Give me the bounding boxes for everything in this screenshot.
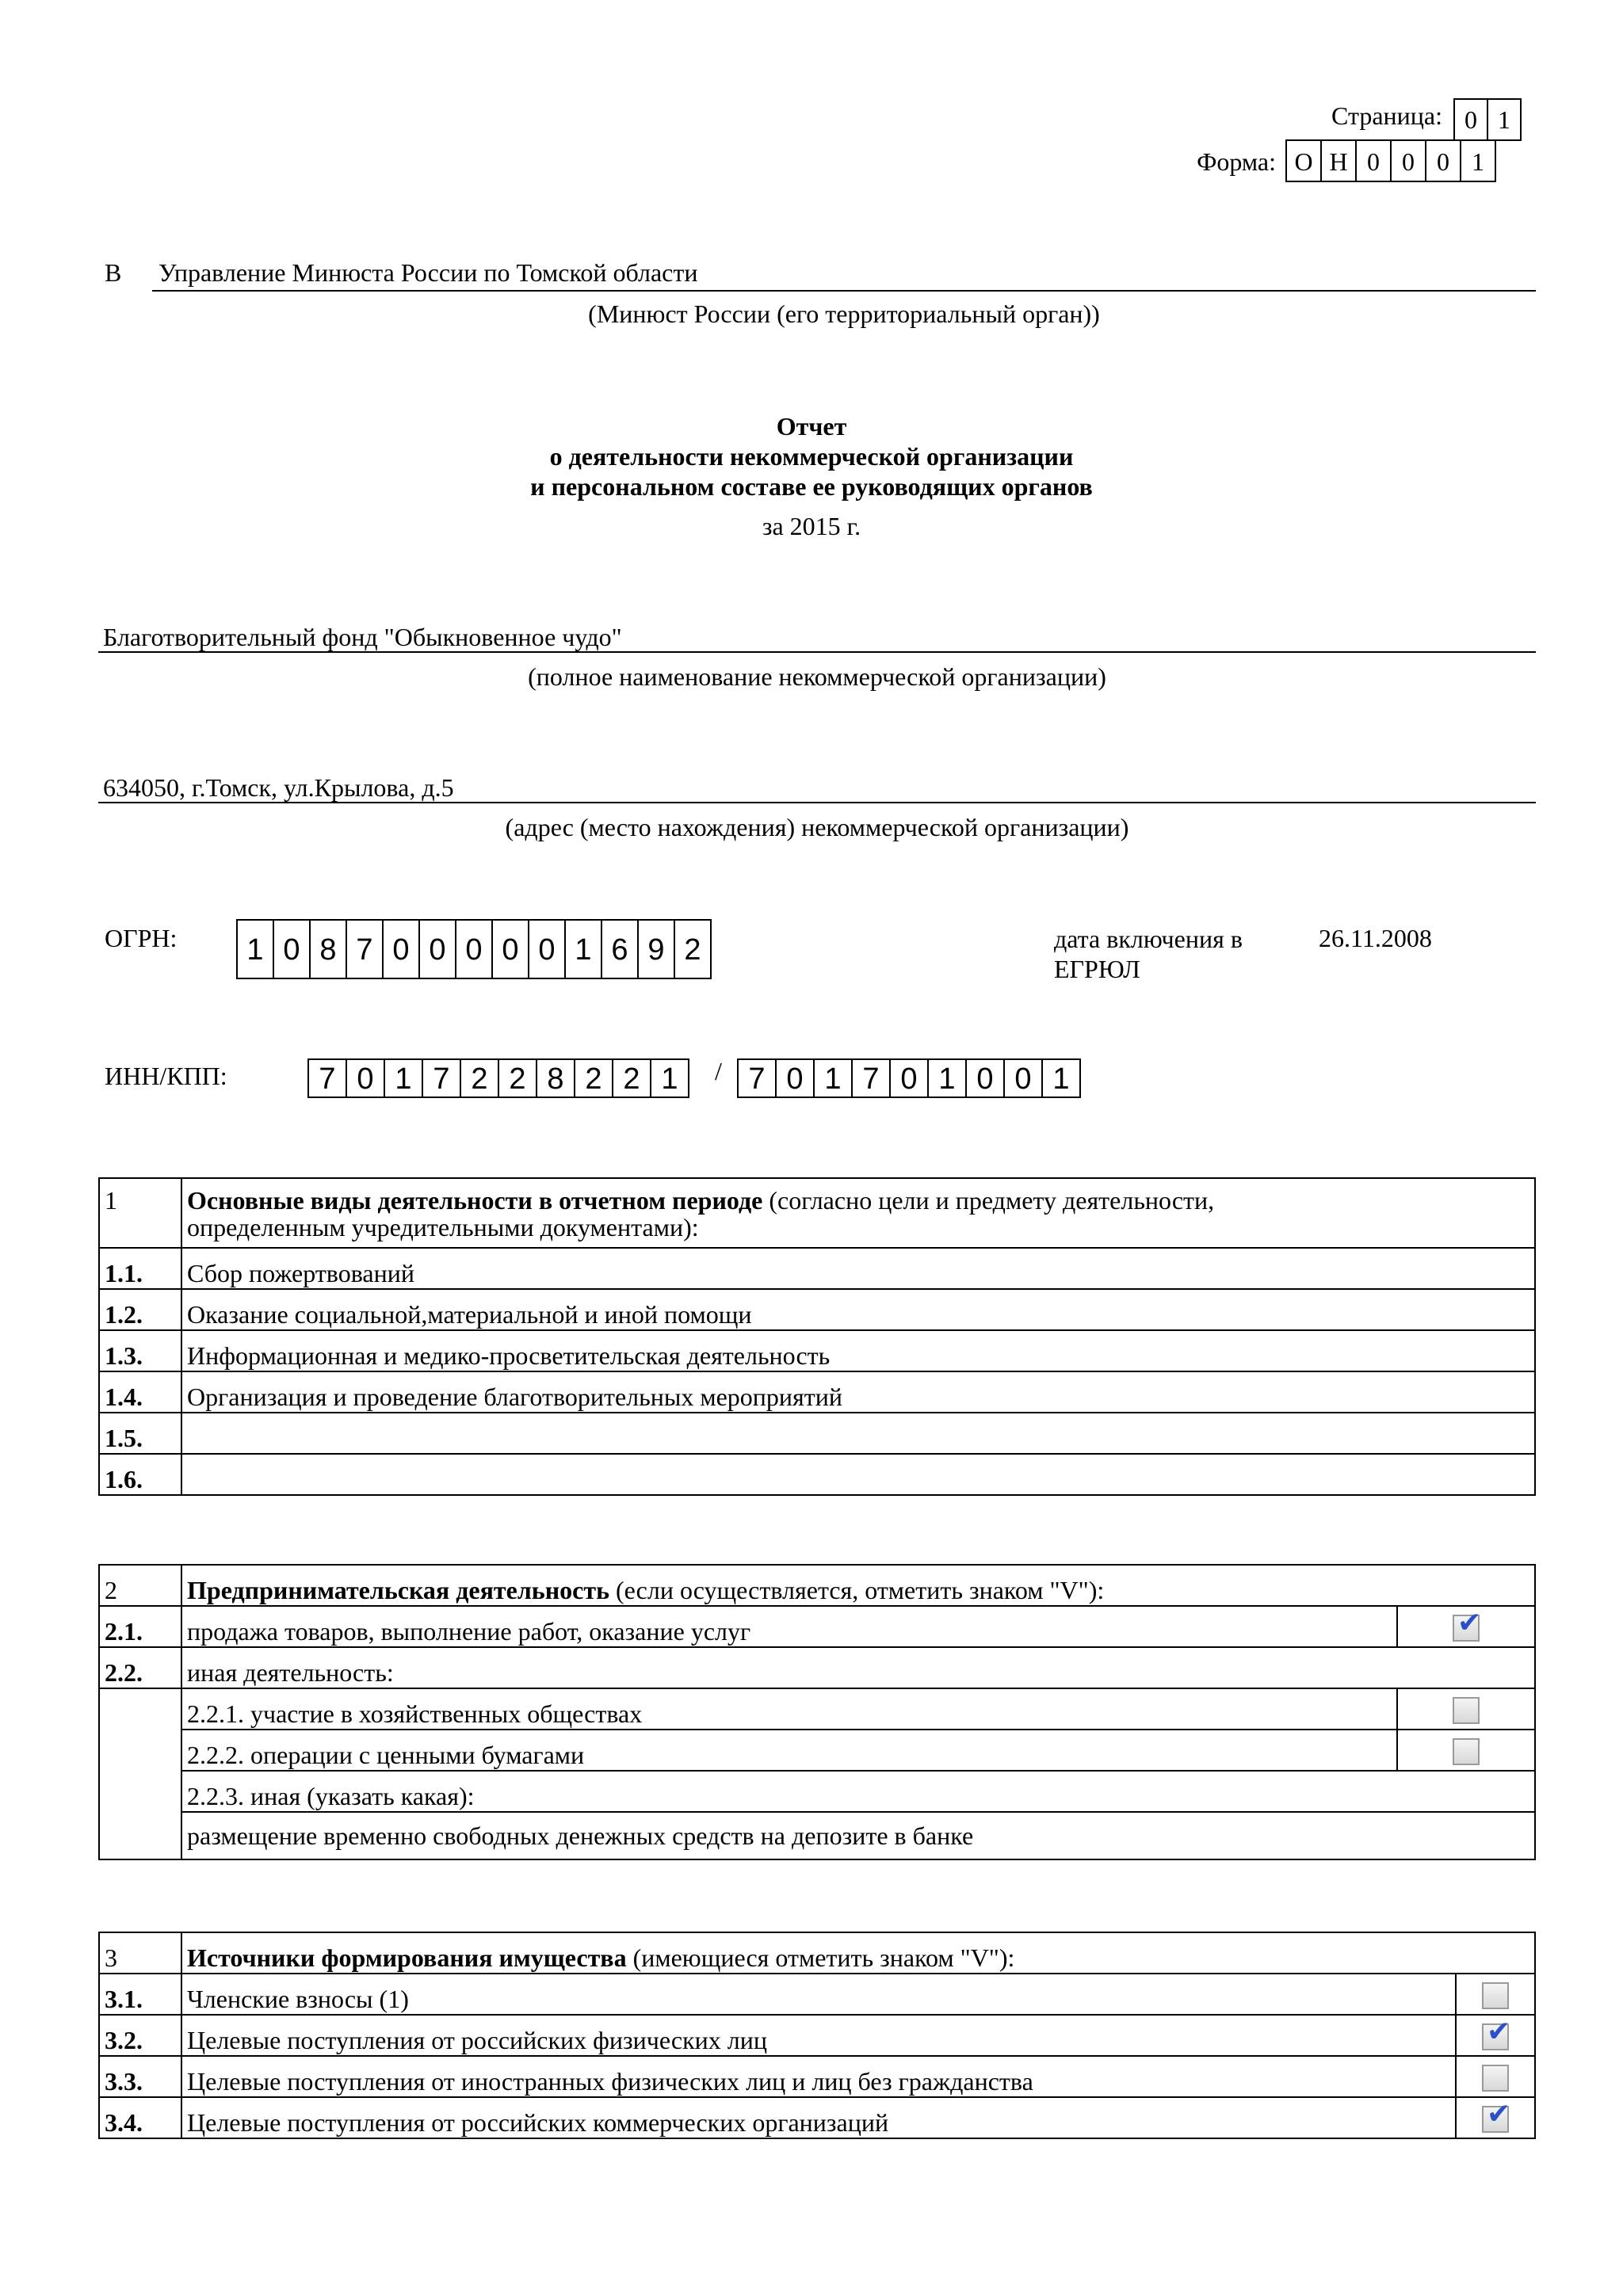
section-3-row (99, 2015, 1535, 2056)
inn-digit: 7 (422, 1058, 461, 1098)
checkbox-2-1[interactable] (1453, 1615, 1480, 1642)
section-3-row (99, 1974, 1535, 2015)
checkbox[interactable] (1482, 1982, 1509, 2009)
ogrn-digit: 2 (674, 919, 712, 979)
section-2-row-2-1 (99, 1606, 1535, 1647)
section-1-row (99, 1413, 1535, 1454)
row-number-blank (99, 1688, 181, 1859)
inn-kpp-label: ИНН/КПП: (105, 1062, 227, 1090)
section-2-title-rest: (если осуществляется, отметить знаком "V"): (609, 1576, 1105, 1604)
row-text: Целевые поступления от российских коммерческих организаций (181, 2097, 1456, 2138)
checkbox[interactable] (1482, 2065, 1509, 2092)
form-char: 0 (1425, 139, 1461, 182)
report-subtitle-2: и персональном составе ее руководящих органов (530, 472, 1093, 501)
section-3-title: Источники формирования имущества (187, 1943, 627, 1972)
inn-digit: 0 (346, 1058, 385, 1098)
section-2-row-2-2 (99, 1647, 1535, 1688)
egrul-label-line2: ЕГРЮЛ (1054, 955, 1140, 983)
form-label: Форма: (1197, 147, 1276, 176)
row-number: 2.2. (99, 1647, 181, 1688)
kpp-digit: 7 (851, 1058, 891, 1098)
section-3-header (99, 1932, 1535, 1974)
kpp-digit: 1 (1041, 1058, 1081, 1098)
row-text: Сбор пожертвований (181, 1248, 1535, 1289)
row-number: 3.2. (99, 2015, 181, 2056)
row-number: 1.4. (99, 1371, 181, 1413)
row-number: 1.6. (99, 1454, 181, 1495)
section-2-title: Предпринимательская деятельность (187, 1576, 609, 1604)
checkbox-cell (1456, 2015, 1535, 2056)
ogrn-cells (236, 919, 712, 979)
kpp-cells (737, 1058, 1081, 1098)
section-1-row (99, 1330, 1535, 1371)
inn-cells (307, 1058, 689, 1098)
form-char: 1 (1460, 139, 1496, 182)
section-2-table (98, 1564, 1536, 1860)
inn-digit: 1 (384, 1058, 423, 1098)
inn-digit: 2 (574, 1058, 613, 1098)
section-1-title-rest: (согласно цели и предмету деятельности, (762, 1186, 1215, 1215)
checkbox-2-2-2[interactable] (1453, 1738, 1480, 1765)
recipient-name: Управление Минюста России по Томской области (158, 258, 698, 287)
row-text: Организация и проведение благотворительных мероприятий (181, 1371, 1535, 1413)
section-1-title: Основные виды деятельности в отчетном периоде (187, 1186, 763, 1215)
section-1-row (99, 1289, 1535, 1330)
org-address-caption: (адрес (место нахождения) некоммерческой организации) (505, 813, 1129, 841)
form-char: Н (1320, 139, 1357, 182)
row-number: 3.3. (99, 2056, 181, 2097)
kpp-digit: 0 (775, 1058, 815, 1098)
section-3-row (99, 2097, 1535, 2138)
inn-digit: 1 (650, 1058, 689, 1098)
kpp-digit: 1 (813, 1058, 853, 1098)
checkbox-cell (1456, 2097, 1535, 2138)
ogrn-digit: 8 (309, 919, 347, 979)
section-2-row-2-2-3 (99, 1771, 1535, 1812)
recipient-caption: (Минюст России (его территориальный орган)) (588, 299, 1100, 328)
kpp-digit: 0 (1003, 1058, 1043, 1098)
checkbox[interactable] (1482, 2023, 1509, 2050)
kpp-digit: 0 (889, 1058, 929, 1098)
checkbox[interactable] (1482, 2106, 1509, 2133)
section-2-row-2-2-1 (99, 1688, 1535, 1730)
egrul-date: 26.11.2008 (1319, 924, 1432, 952)
row-text: 2.2.1. участие в хозяйственных обществах (181, 1688, 1397, 1730)
ogrn-digit: 0 (491, 919, 529, 979)
inn-kpp-separator: / (715, 1057, 722, 1085)
page-digit: 1 (1487, 98, 1522, 141)
inn-digit: 7 (307, 1058, 347, 1098)
org-address: 634050, г.Томск, ул.Крылова, д.5 (103, 773, 454, 802)
inn-digit: 2 (460, 1058, 499, 1098)
section-1-number: 1 (99, 1178, 181, 1248)
row-text: Целевые поступления от российских физических лиц (181, 2015, 1456, 2056)
ogrn-digit: 1 (236, 919, 274, 979)
page-digit: 0 (1453, 98, 1488, 141)
recipient-underline (152, 290, 1536, 292)
section-2-header (99, 1565, 1535, 1606)
row-text: Членские взносы (1) (181, 1974, 1456, 2015)
ogrn-digit: 0 (418, 919, 456, 979)
section-1-table (98, 1177, 1536, 1496)
section-2-row-2-2-3-value (99, 1812, 1535, 1859)
form-code-cells (1285, 139, 1496, 182)
checkbox-cell (1397, 1606, 1535, 1647)
form-char: 0 (1355, 139, 1392, 182)
page-label: Страница: (1331, 101, 1442, 130)
section-2-title-cell (181, 1565, 1535, 1606)
row-number: 3.1. (99, 1974, 181, 2015)
section-3-table (98, 1932, 1536, 2139)
section-1-row (99, 1371, 1535, 1413)
org-address-underline (98, 802, 1536, 803)
checkbox-cell (1397, 1730, 1535, 1771)
ogrn-digit: 1 (564, 919, 602, 979)
ogrn-digit: 7 (346, 919, 384, 979)
row-text: Оказание социальной,материальной и иной помощи (181, 1289, 1535, 1330)
row-number: 1.2. (99, 1289, 181, 1330)
form-char: О (1285, 139, 1322, 182)
row-text: 2.2.3. иная (указать какая): (181, 1771, 1535, 1812)
other-activity-value: размещение временно свободных денежных средств на депозите в банке (181, 1812, 1535, 1859)
row-number: 1.3. (99, 1330, 181, 1371)
kpp-digit: 7 (737, 1058, 777, 1098)
section-3-row (99, 2056, 1535, 2097)
egrul-label (1054, 924, 1243, 984)
inn-digit: 8 (536, 1058, 575, 1098)
kpp-digit: 1 (927, 1058, 967, 1098)
ogrn-digit: 0 (528, 919, 566, 979)
ogrn-label: ОГРН: (105, 924, 178, 952)
egrul-label-line1: дата включения в (1054, 925, 1243, 953)
ogrn-digit: 0 (382, 919, 420, 979)
org-name-underline (98, 651, 1536, 653)
report-title: Отчет (776, 412, 847, 441)
org-name-caption: (полное наименование некоммерческой организации) (528, 662, 1106, 691)
checkbox-cell (1456, 2056, 1535, 2097)
page-number-cells (1453, 98, 1522, 141)
recipient-prefix: В (105, 258, 122, 287)
report-period: за 2015 г. (762, 512, 861, 540)
row-text (181, 1454, 1535, 1495)
row-text: продажа товаров, выполнение работ, оказание услуг (181, 1606, 1397, 1647)
checkbox-2-2-1[interactable] (1453, 1697, 1480, 1724)
section-3-title-rest: (имеющиеся отметить знаком "V"): (626, 1943, 1015, 1972)
org-name: Благотворительный фонд "Обыкновенное чудо" (103, 623, 622, 651)
row-number: 1.1. (99, 1248, 181, 1289)
section-1-title-line2: определенным учредительными документами): (187, 1213, 699, 1241)
report-subtitle-1: о деятельности некоммерческой организации (549, 442, 1074, 471)
row-text (181, 1413, 1535, 1454)
section-3-title-cell (181, 1932, 1535, 1974)
section-2-row-2-2-2 (99, 1730, 1535, 1771)
row-text: Целевые поступления от иностранных физических лиц и лиц без гражданства (181, 2056, 1456, 2097)
ogrn-digit: 6 (601, 919, 639, 979)
section-1-row (99, 1454, 1535, 1495)
inn-digit: 2 (612, 1058, 651, 1098)
section-2-number: 2 (99, 1565, 181, 1606)
section-1-header (99, 1178, 1535, 1248)
ogrn-digit: 0 (455, 919, 493, 979)
row-text: 2.2.2. операции с ценными бумагами (181, 1730, 1397, 1771)
checkbox-cell (1456, 1974, 1535, 2015)
row-number: 3.4. (99, 2097, 181, 2138)
form-char: 0 (1390, 139, 1426, 182)
kpp-digit: 0 (965, 1058, 1005, 1098)
row-text: Информационная и медико-просветительская деятельность (181, 1330, 1535, 1371)
inn-digit: 2 (498, 1058, 537, 1098)
ogrn-digit: 9 (637, 919, 675, 979)
ogrn-digit: 0 (273, 919, 311, 979)
section-3-number: 3 (99, 1932, 181, 1974)
row-number: 1.5. (99, 1413, 181, 1454)
section-1-title-cell (181, 1178, 1535, 1248)
row-number: 2.1. (99, 1606, 181, 1647)
row-text: иная деятельность: (181, 1647, 1535, 1688)
section-1-row (99, 1248, 1535, 1289)
checkbox-cell (1397, 1688, 1535, 1730)
